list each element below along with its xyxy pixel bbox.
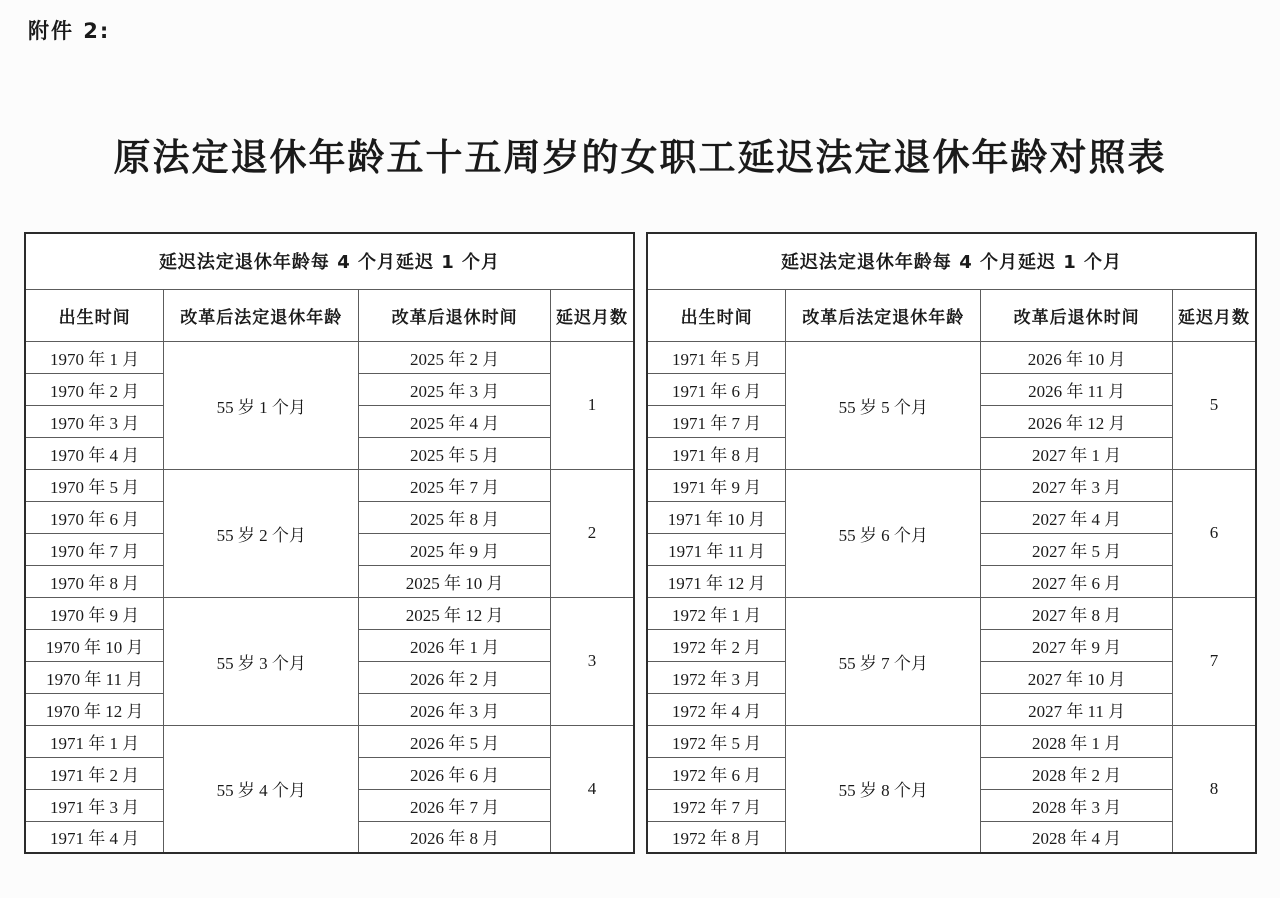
birth-month-cell: 1970 年 6 月 xyxy=(25,501,164,533)
delay-months-cell: 5 xyxy=(1173,341,1256,469)
table-row xyxy=(25,597,634,629)
retirement-age-cell: 55 岁 6 个月 xyxy=(786,469,981,597)
table-span-header: 延迟法定退休年龄每 4 个月延迟 1 个月 xyxy=(25,233,634,289)
birth-month-cell: 1970 年 8 月 xyxy=(25,565,164,597)
attachment-label: 附件 2: xyxy=(28,19,111,43)
retirement-age-cell: 55 岁 1 个月 xyxy=(164,341,359,469)
birth-month-cell: 1972 年 5 月 xyxy=(647,725,786,757)
retirement-date-cell: 2027 年 9 月 xyxy=(981,629,1173,661)
table-body xyxy=(25,341,634,853)
delay-months-cell: 1 xyxy=(551,341,634,469)
birth-month-cell: 1971 年 7 月 xyxy=(647,405,786,437)
column-header-1: 改革后法定退休年龄 xyxy=(786,289,981,341)
retirement-date-cell: 2026 年 11 月 xyxy=(981,373,1173,405)
retirement-date-cell: 2026 年 2 月 xyxy=(359,661,551,693)
retirement-date-cell: 2025 年 9 月 xyxy=(359,533,551,565)
column-header-row xyxy=(25,289,634,341)
retirement-date-cell: 2027 年 10 月 xyxy=(981,661,1173,693)
birth-month-cell: 1972 年 1 月 xyxy=(647,597,786,629)
birth-month-cell: 1971 年 6 月 xyxy=(647,373,786,405)
retirement-date-cell: 2026 年 3 月 xyxy=(359,693,551,725)
retirement-age-cell: 55 岁 3 个月 xyxy=(164,597,359,725)
table-row xyxy=(647,469,1256,501)
birth-month-cell: 1970 年 12 月 xyxy=(25,693,164,725)
birth-month-cell: 1970 年 4 月 xyxy=(25,437,164,469)
retirement-date-cell: 2027 年 1 月 xyxy=(981,437,1173,469)
retirement-age-cell: 55 岁 5 个月 xyxy=(786,341,981,469)
birth-month-cell: 1971 年 8 月 xyxy=(647,437,786,469)
table-body xyxy=(647,341,1256,853)
retirement-date-cell: 2025 年 10 月 xyxy=(359,565,551,597)
birth-month-cell: 1971 年 9 月 xyxy=(647,469,786,501)
retirement-age-cell: 55 岁 7 个月 xyxy=(786,597,981,725)
retirement-date-cell: 2027 年 5 月 xyxy=(981,533,1173,565)
birth-month-cell: 1971 年 10 月 xyxy=(647,501,786,533)
table-row xyxy=(25,341,634,373)
retirement-date-cell: 2025 年 2 月 xyxy=(359,341,551,373)
retirement-date-cell: 2028 年 3 月 xyxy=(981,789,1173,821)
table-head xyxy=(25,233,634,341)
table-row xyxy=(25,469,634,501)
birth-month-cell: 1971 年 2 月 xyxy=(25,757,164,789)
table-row xyxy=(647,597,1256,629)
birth-month-cell: 1971 年 4 月 xyxy=(25,821,164,853)
delay-months-cell: 3 xyxy=(551,597,634,725)
retirement-table-right xyxy=(646,232,1257,854)
birth-month-cell: 1971 年 5 月 xyxy=(647,341,786,373)
retirement-date-cell: 2025 年 3 月 xyxy=(359,373,551,405)
column-header-2: 改革后退休时间 xyxy=(359,289,551,341)
retirement-date-cell: 2025 年 8 月 xyxy=(359,501,551,533)
table-head xyxy=(647,233,1256,341)
birth-month-cell: 1972 年 3 月 xyxy=(647,661,786,693)
retirement-date-cell: 2028 年 1 月 xyxy=(981,725,1173,757)
column-header-0: 出生时间 xyxy=(647,289,786,341)
birth-month-cell: 1970 年 10 月 xyxy=(25,629,164,661)
birth-month-cell: 1970 年 2 月 xyxy=(25,373,164,405)
retirement-date-cell: 2026 年 5 月 xyxy=(359,725,551,757)
retirement-date-cell: 2026 年 12 月 xyxy=(981,405,1173,437)
retirement-date-cell: 2028 年 4 月 xyxy=(981,821,1173,853)
column-header-3: 延迟月数 xyxy=(551,289,634,341)
birth-month-cell: 1972 年 8 月 xyxy=(647,821,786,853)
birth-month-cell: 1972 年 4 月 xyxy=(647,693,786,725)
retirement-date-cell: 2025 年 5 月 xyxy=(359,437,551,469)
retirement-date-cell: 2027 年 3 月 xyxy=(981,469,1173,501)
page-title: 原法定退休年龄五十五周岁的女职工延迟法定退休年龄对照表 xyxy=(113,138,1167,179)
birth-month-cell: 1971 年 11 月 xyxy=(647,533,786,565)
span-header-row xyxy=(25,233,634,289)
retirement-date-cell: 2027 年 4 月 xyxy=(981,501,1173,533)
retirement-age-cell: 55 岁 8 个月 xyxy=(786,725,981,853)
table-span-header: 延迟法定退休年龄每 4 个月延迟 1 个月 xyxy=(647,233,1256,289)
delay-months-cell: 4 xyxy=(551,725,634,853)
birth-month-cell: 1971 年 3 月 xyxy=(25,789,164,821)
column-header-0: 出生时间 xyxy=(25,289,164,341)
birth-month-cell: 1970 年 5 月 xyxy=(25,469,164,501)
birth-month-cell: 1972 年 6 月 xyxy=(647,757,786,789)
birth-month-cell: 1970 年 7 月 xyxy=(25,533,164,565)
table-row xyxy=(647,341,1256,373)
table-row xyxy=(647,725,1256,757)
table-row xyxy=(25,725,634,757)
delay-months-cell: 6 xyxy=(1173,469,1256,597)
column-header-row xyxy=(647,289,1256,341)
retirement-date-cell: 2026 年 8 月 xyxy=(359,821,551,853)
retirement-date-cell: 2027 年 6 月 xyxy=(981,565,1173,597)
birth-month-cell: 1971 年 1 月 xyxy=(25,725,164,757)
retirement-table-left xyxy=(24,232,635,854)
delay-months-cell: 2 xyxy=(551,469,634,597)
retirement-date-cell: 2025 年 4 月 xyxy=(359,405,551,437)
retirement-date-cell: 2026 年 6 月 xyxy=(359,757,551,789)
birth-month-cell: 1970 年 11 月 xyxy=(25,661,164,693)
delay-months-cell: 8 xyxy=(1173,725,1256,853)
column-header-2: 改革后退休时间 xyxy=(981,289,1173,341)
retirement-date-cell: 2025 年 12 月 xyxy=(359,597,551,629)
retirement-date-cell: 2025 年 7 月 xyxy=(359,469,551,501)
retirement-date-cell: 2027 年 8 月 xyxy=(981,597,1173,629)
tables-container xyxy=(24,232,1257,854)
retirement-date-cell: 2026 年 7 月 xyxy=(359,789,551,821)
retirement-age-cell: 55 岁 2 个月 xyxy=(164,469,359,597)
delay-months-cell: 7 xyxy=(1173,597,1256,725)
birth-month-cell: 1972 年 2 月 xyxy=(647,629,786,661)
retirement-date-cell: 2027 年 11 月 xyxy=(981,693,1173,725)
retirement-date-cell: 2026 年 10 月 xyxy=(981,341,1173,373)
column-header-1: 改革后法定退休年龄 xyxy=(164,289,359,341)
span-header-row xyxy=(647,233,1256,289)
birth-month-cell: 1970 年 1 月 xyxy=(25,341,164,373)
column-header-3: 延迟月数 xyxy=(1173,289,1256,341)
birth-month-cell: 1971 年 12 月 xyxy=(647,565,786,597)
retirement-age-cell: 55 岁 4 个月 xyxy=(164,725,359,853)
birth-month-cell: 1970 年 9 月 xyxy=(25,597,164,629)
birth-month-cell: 1972 年 7 月 xyxy=(647,789,786,821)
retirement-date-cell: 2028 年 2 月 xyxy=(981,757,1173,789)
retirement-date-cell: 2026 年 1 月 xyxy=(359,629,551,661)
birth-month-cell: 1970 年 3 月 xyxy=(25,405,164,437)
